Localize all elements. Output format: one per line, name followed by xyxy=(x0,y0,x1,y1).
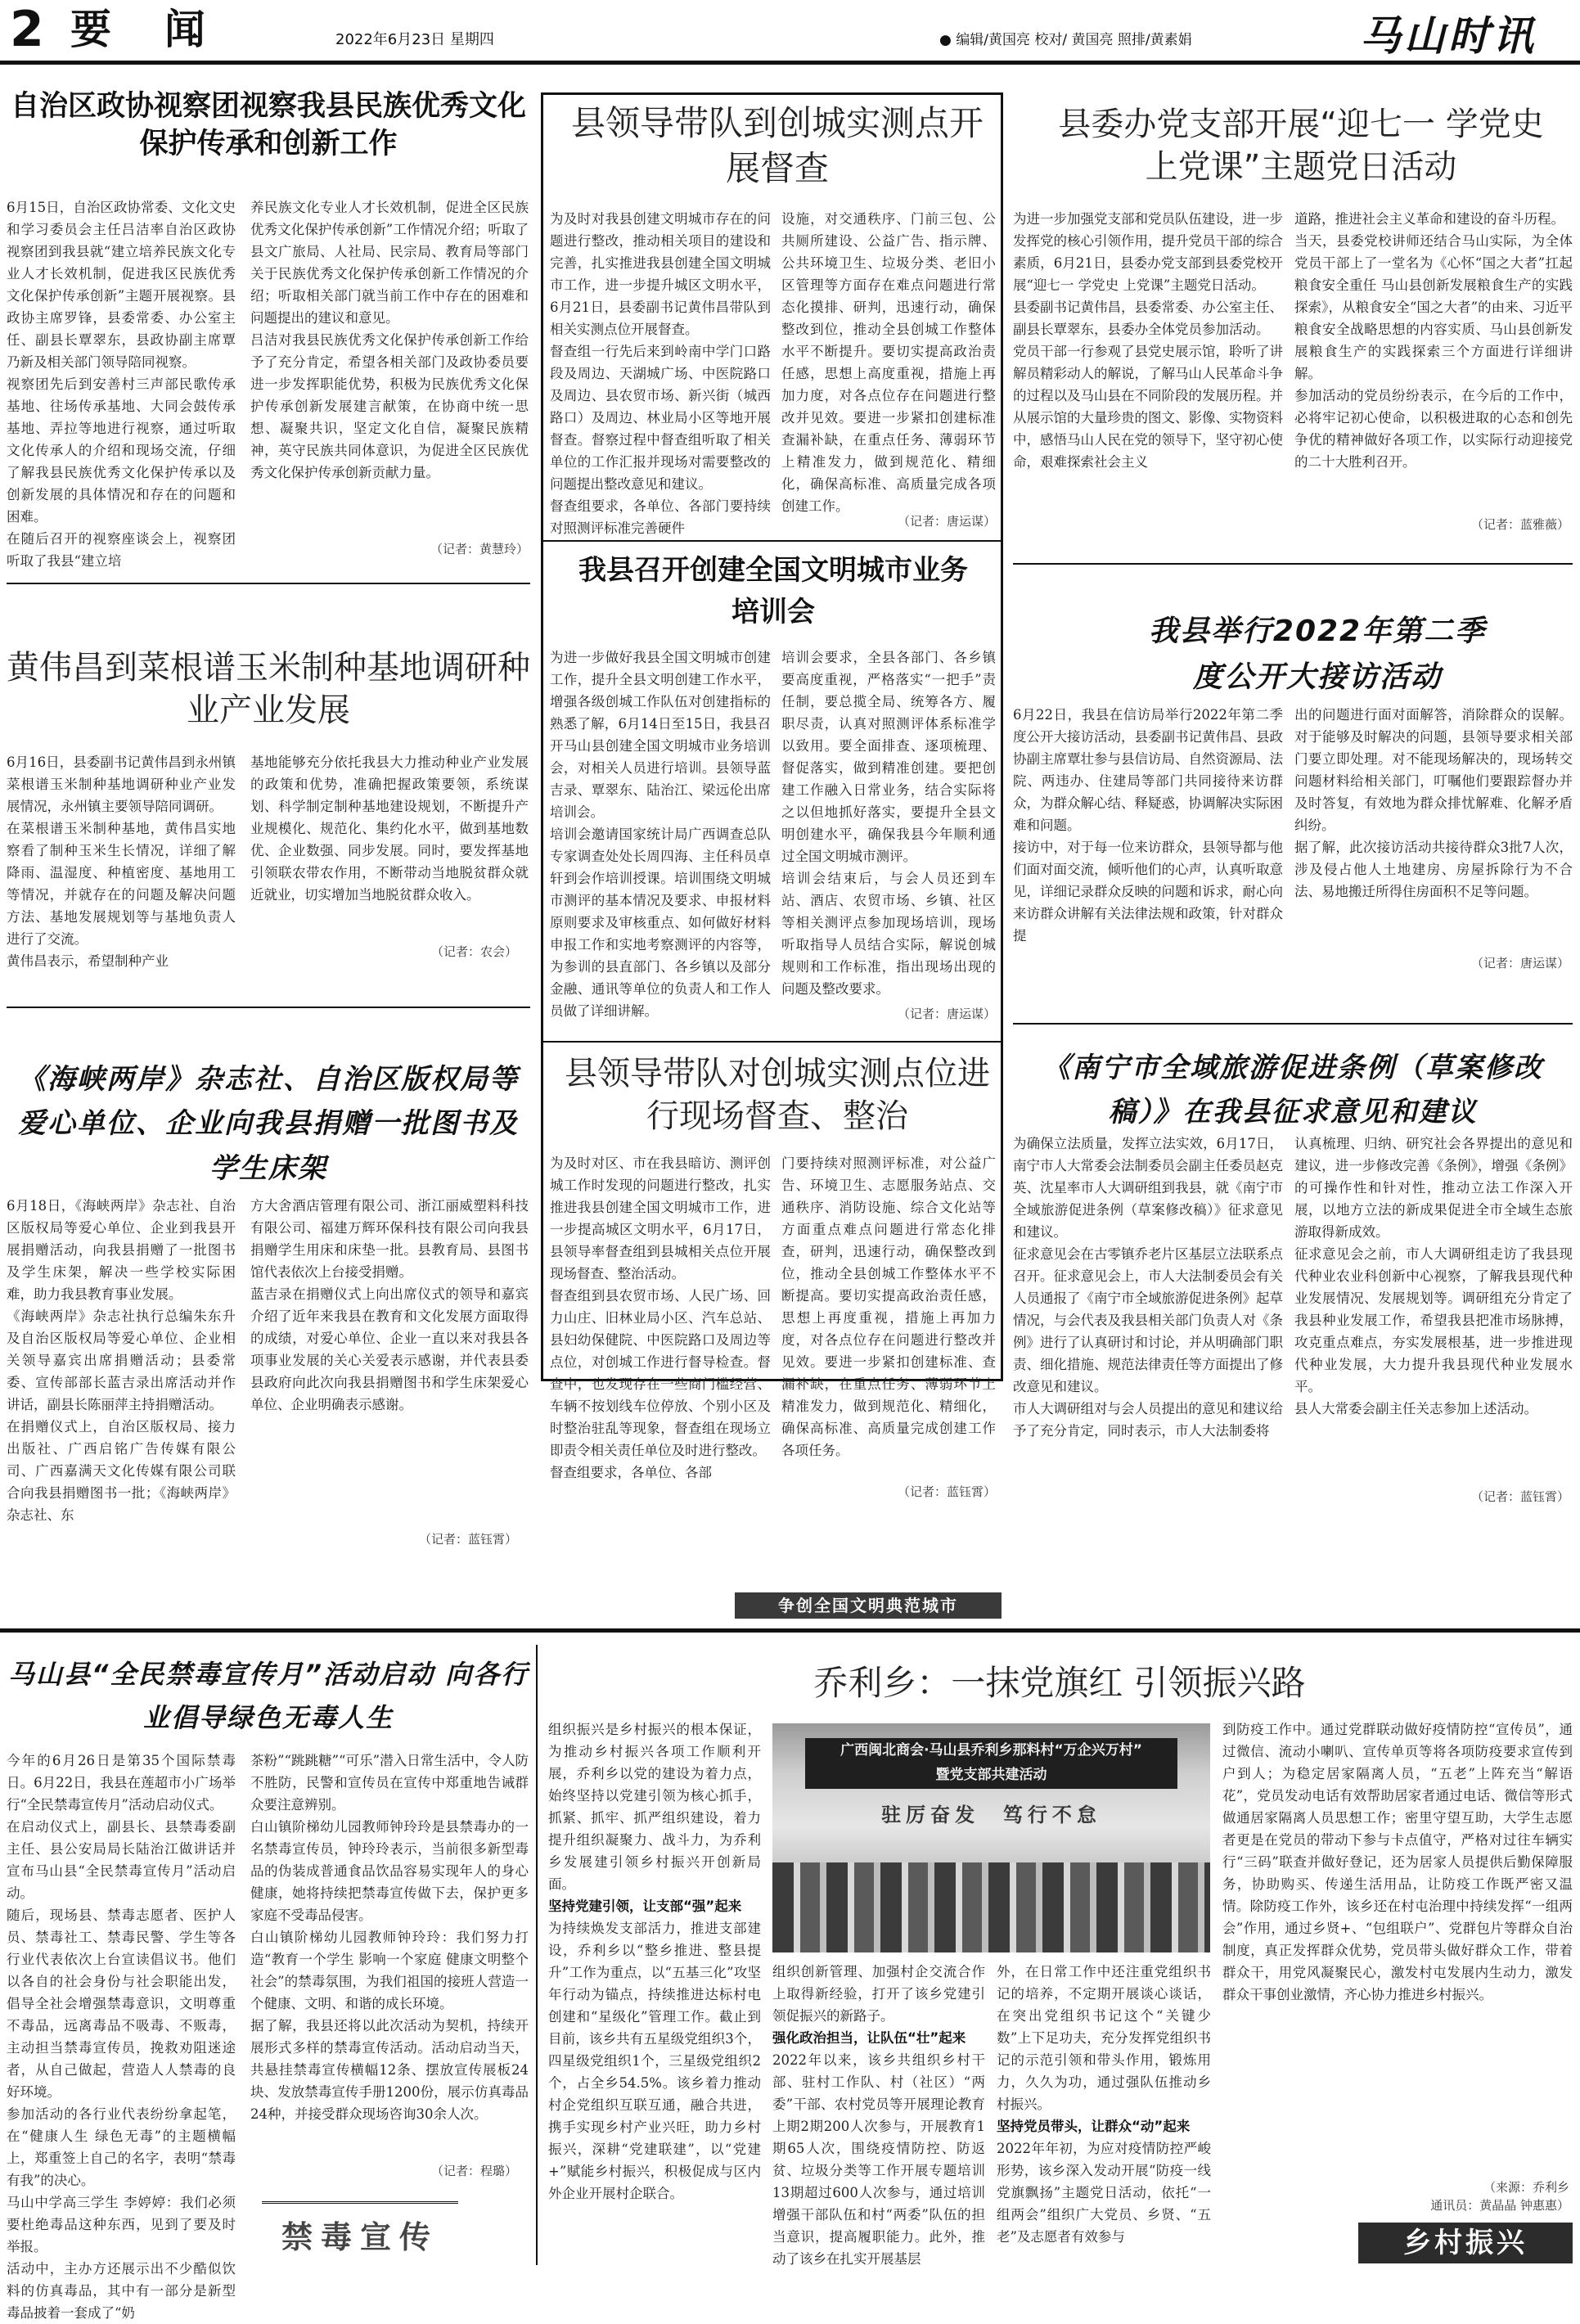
section-divider xyxy=(543,1041,1002,1043)
section-divider xyxy=(7,583,530,584)
article-headline: 我县召开创建全国文明城市业务培训会 xyxy=(578,554,968,628)
wall-slogan: 驻厉奋发 笃行不怠 xyxy=(881,1804,1101,1826)
article-headline: 黄伟昌到菜根谱玉米制种基地调研种业产业发展 xyxy=(7,649,530,729)
column-divider xyxy=(536,1645,538,2265)
article-byline: （记者：唐运谋） xyxy=(897,514,996,529)
half-page-divider xyxy=(0,1628,1580,1633)
article-headline: 我县举行2022年第二季度公开大接访活动 xyxy=(1148,615,1487,694)
article-headline: 马山县“全民禁毒宣传月”活动启动 向各行业倡导绿色无毒人生 xyxy=(7,1659,529,1733)
article-subheading: 强化政治担当，让队伍“壮”起来 xyxy=(772,2030,966,2046)
article-headline: 《海峡两岸》杂志社、自治区版权局等爱心单位、企业向我县捐赠一批图书及学生床架 xyxy=(18,1063,519,1185)
people-group xyxy=(772,1862,1210,1952)
article-byline: （记者：唐运谋） xyxy=(1470,956,1569,971)
article-column: 出的问题进行面对面解答，消除群众的误解。对于能够及时解决的问题，县领导要求相关部门要立即处理。对不能现场解决的，现场转交问题材料给相关部门，叮嘱他们要跟踪督办并及时答复，有效地为群众排忧解难、化解矛盾纠纷。 据了解，此次接访活动共接待群众3批7人次，涉及侵占他人土地建房、房屋拆除行为不合法、易地搬迁所得住房面积不足等问题。 xyxy=(1294,707,1573,899)
article-column: 门要持续对照测评标准，对公益广告、环境卫生、志愿服务站点、交通秩序、消防设施、综合文化站等方面重点难点问题进行常态化排查，研判，迅速行动，确保整改到位，推动全县创城工作整体水平不断提高。要切实提高政治责任感，思想上再度重视，措施上再加力度，对各点位存在问题进行整改并见效。要进一步紧扣创建标准、查漏补缺，在重点任务、薄弱环节上精准发力，做到规范化、精细化，确保高标准、高质量完成创建工作各项任务。 xyxy=(781,1155,996,1458)
event-sign-line: 广西闽北商会·马山县乔利乡那料村“万企兴万村” xyxy=(840,1742,1142,1759)
article-byline: （记者：程璐） xyxy=(430,2164,517,2178)
article-byline: （记者：蓝钰霄） xyxy=(418,1532,517,1547)
article-column: 到防疫工作中。通过党群联动做好疫情防控“宣传员”，通过微信、流动小喇叭、宣传单页等将各项防疫要求宣传到户到人；为稳定居家隔离人员，“五老”上阵充当“解语花”，党员发动电话有效帮助居家者通过电话、微信等形式做通居家隔离人员思想工作；密里守望互助，大学生志愿者更是在党员的带动下参与卡点值守，严格对过往车辆实行“三码”联查并做好登记，还为居家人员提供后勤保障服务，协助购买、传递生活用品，让防疫工作既严密又温情。除防疫工作外，该乡还在村屯治理中持续发挥“一组两会”作用，通过乡贤+、“包组联户”、党群包片等群众自治制度，真正发挥群众优势，党员带头做好群众工作，带着群众干，用党风凝聚民心，激发村屯发展内生动力，激发群众干事创业激情，齐心协力推进乡村振兴。 xyxy=(1222,1722,1573,2002)
article-headline: 县委办党支部开展“迎七一 学党史 上党课”主题党日活动 xyxy=(1058,106,1544,186)
article-column: 今年的6月26日是第35个国际禁毒日。6月22日，我县在莲超市小广场举行“全民禁毒宣传月”活动启动仪式。 在启动仪式上，副县长、县禁毒委副主任、县公安局局长陆治江做讲话并宣布马山县“全民禁毒宣传月”活动启动。 随后，现场县、禁毒志愿者、医护人员、禁毒社工、禁毒民警、学生等各行业代表依次上台宣读倡议书。他们以各自的社会身份与社会职能出发，倡导全社会增强禁毒意识，文明尊重不毒品，远离毒品不吸毒、不贩毒，主动担当禁毒宣传员，挽救劝阻迷途者，从自己做起，营造人人禁毒的良好环境。 参加活动的各行业代表纷纷拿起笔，在“健康人生 绿色无毒”的主题横幅上，郑重签上自己的名字，表明“禁毒有我”的决心。 马山中学高三学生 李婷婷：我们必须要杜绝毒品这种东西，见到了要及时举报。 活动中，主办方还展示出不少酷似饮料的仿真毒品，其中有一部分是新型毒品披着一套成了“奶 xyxy=(7,1753,236,2321)
article-headline: 乔利乡：一抹党旗红 引领振兴路 xyxy=(813,1663,1306,1703)
article-column: 设施，对交通秩序、门前三包、公共厕所建设、公益广告、指示牌、公共环境卫生、垃圾分类、老旧小区管理等方面存在难点问题进行常态化摸排、研判，迅速行动，确保整改到位，推动全县创城工作整体水平不断提升。要切实提高政治责任感，思想上高度重视，措施上再加力度，对各点位存在问题进行整改并见效。要进一步紧扣创建标准查漏补缺，在重点任务、薄弱环节上精准发力，做到规范化、精细化，确保高标准、高质量完成各项创建工作。 xyxy=(781,211,996,514)
article-column: 为及时对区、市在我县暗访、测评创城工作时发现的问题进行整改，扎实推进我县创建全国文明城市工作，进一步提高城区文明水平，6月17日，县领导率督查组到县城相关点位开展现场督查、整治活动。 督查组到县农贸市场、人民广场、回力山庄、旧林业局小区、汽车总站、县妇幼保健院、中医院路口及周边等点位，对创城工作进行督导检查。督查中，也发现存在一些商门槛经营、车辆不按划线车位停放、个别小区及时整治驻乱等现象，督查组在现场立即责令相关责任单位及时进行整改。 督查组要求，各单位、各部 xyxy=(550,1155,771,1480)
article-paragraph: 2022年年初，为应对疫情防控严峻形势，该乡深入发动开展“防疫一线党旗飘扬”主题党日活动，依托“一组两会”组织广大党员、乡贤、“五老”及志愿者有效参与 xyxy=(997,2141,1211,2245)
article-byline: （记者：蓝钰霄） xyxy=(897,1484,996,1499)
article-column xyxy=(772,1961,985,2265)
anti-drug-banner xyxy=(262,2201,458,2265)
section-divider xyxy=(1013,1023,1573,1025)
article-paragraph: 组织创新管理、加强村企交流合作上取得新经验，打开了该乡党建引领促振兴的新路子。 xyxy=(772,1964,985,2024)
article-column: 基地能够充分依托我县大力推动种业产业发展的政策和优势，准确把握政策要领，系统谋划、科学制定制种基地建设规划，不断提升产业规模化、规范化、集约化水平，做到基地数优、企业数强、同步发展。同时，要发挥基地引领联农带农作用，不断带动当地脱贫群众就近就业，切实增加当地脱贫群众收入。 xyxy=(250,754,529,903)
issue-date: 2022年6月23日 星期四 xyxy=(335,31,494,48)
section-divider xyxy=(543,540,1002,542)
article-column: 6月16日，县委副书记黄伟昌到永州镇菜根谱玉米制种基地调研种业产业发展情况，永州镇主要领导陪同调研。 在菜根谱玉米制种基地，黄伟昌实地察看了制种玉米生长情况，详细了解降雨、温湿度、种植密度、基地用工等情况，并就存在的问题及解决问题方法、基地发展规划等与基地负责人进行了交流。 黄伟昌表示，希望制种产业 xyxy=(7,754,236,969)
article-byline: （来源：乔利乡 通讯员：黄晶晶 钟惠惠） xyxy=(1430,2180,1569,2213)
article-column: 6月15日，自治区政协常委、文化文史和学习委员会主任吕洁率自治区政协视察团到我县就“建立培养民族文化专业人才长效机制，促进我区民族优秀文化保护传承创新”主题开展视察。县政协主席罗锋，县委常委、办公室主任、副县长覃翠东，县政协副主席覃乃新及相关部门领导陪同视察。 视察团先后到安善村三声部民歌传承基地、往场传承基地、大同会鼓传承基地、弄拉等地进行视察，通过听取文化传承人的介绍和现场交流，仔细了解我县民族优秀文化保护传承以及创新发展的具体情况和存在的问题和困难。 在随后召开的视察座谈会上，视察团听取了我县“建立培 xyxy=(7,200,236,569)
masthead-rule xyxy=(0,61,1580,65)
section-name: 要 闻 xyxy=(70,6,214,53)
event-sign xyxy=(805,1738,1177,1789)
event-sign-line: 暨党支部共建活动 xyxy=(935,1767,1047,1783)
article-headline: 《南宁市全域旅游促进条例（草案修改稿）》在我县征求意见和建议 xyxy=(1042,1052,1543,1129)
news-photo xyxy=(772,1723,1210,1952)
article-column: 为进一步做好我县全国文明城市创建工作，提升全县文明创建工作水平，增强各级创城工作队伍对创建指标的熟悉了解，6月14日至15日，我县召开马山县创建全国文明城市业务培训会，对相关人员进行培训。县领导蓝吉录、覃翠东、陆治江、梁远伦出席培训会。 培训会邀请国家统计局广西调查总队专家调查处处长周四海、主任科员卓轩到会作培训授课。培训围绕文明城市测评的基本情况及要求、申报材料原则要求及审核重点、如何做好材料申报工作和实地考察测评的内容等，为参训的县直部门、各乡镇以及部分金融、通讯等单位的负责人和工作人员做了详细讲解。 xyxy=(550,650,771,1019)
article-byline: （记者：蓝钰霄） xyxy=(1470,1489,1569,1504)
article-column: 为进一步加强党支部和党员队伍建设，进一步发挥党的核心引领作用，提升党员干部的综合素质，6月21日，县委办党支部到县委党校开展“迎七一 学党史 上党课”主题党日活动。 县委副书记黄伟昌，县委常委、办公室主任、副县长覃翠东，县委办全体党员参加活动。 党员干部一行参观了县党史展示馆，聆听了讲解员精彩动人的解说，了解马山人民革命斗争的过程以及马山县在不同阶段的发展历程。并从展示馆的大量珍贵的图文、影像、实物资料中，感悟马山人民在党的领导下，坚守初心使命，艰难探索社会主义 xyxy=(1013,211,1283,470)
article-column xyxy=(997,1961,1211,2265)
anti-drug-banner-text: 禁毒宣传 xyxy=(281,2219,439,2255)
article-column: 方大舍酒店管理有限公司、浙江丽威塑料科技有限公司、福建万辉环保科技有限公司向我县捐赠学生用床和床垫一批。县教育局、县图书馆代表依次上台接受捐赠。 蓝吉录在捐赠仪式上向出席仪式的领导和嘉宾介绍了近年来我县在教育和文化发展方面取得的成绩，对爱心单位、企业一直以来对我县各项事业发展的关心关爱表示感谢，并代表县委县政府向此次向我县捐赠图书和学生床架爱心单位、企业明确表示感谢。 xyxy=(250,1198,529,1412)
article-column: 为确保立法质量，发挥立法实效，6月17日，南宁市人大常委会法制委员会副主任委员赵克英、沈星率市人大调研组到我县，就《南宁市全域旅游促进条例（草案修改稿）》征求意见和建议。 征求意见会在古零镇乔老片区基层立法联系点召开。征求意见会上，市人大法制委员会有关人员通报了《南宁市全域旅游促进条例》起草情况，与会代表及我县相关部门负责人对《条例》进行了认真研讨和讨论，并从明确部门职责、细化措施、规范法律责任等方面提出了修改意见和建议。 市人大调研组对与会人员提出的意见和建议给予了充分肯定，同时表示，市人大法制委将 xyxy=(1013,1136,1283,1439)
article-column: 为及时对我县创建文明城市存在的问题进行整改，推动相关项目的建设和完善，扎实推进我县创建全国文明城市工作，进一步提升城区文明水平，6月21日，县委副书记黄伟昌带队到相关实测点位开展督查。 督查组一行先后来到岭南中学门口路段及周边、天湖城广场、中医院路口及周边、县农贸市场、新兴街（城西路口）及周边、林业局小区等地开展督查。督察过程中督查组听取了相关单位的工作汇报并现场对需要整改的问题提出整改意见和建议。 督查组要求，各单位、各部门要持续对照测评标准完善硬件 xyxy=(550,211,771,536)
article-headline: 县领导带队对创城实测点位进行现场督查、整治 xyxy=(565,1055,990,1135)
page-number: 2 xyxy=(10,1,44,58)
article-column: 养民族文化专业人才长效机制，促进全区民族优秀文化保护传承创新”工作情况介绍；听取了县文广旅局、人社局、民宗局、教育局等部门关于民族优秀文化保护传承创新工作情况的介绍；听取相关部门就当前工作中存在的困难和问题提出的建议和意见。 吕洁对我县民族优秀文化保护传承创新工作给予了充分肯定，希望各相关部门及政协委员要进一步发挥职能优势，积极为民族优秀文化保护传承创新发展建言献策，在协商中统一思想、凝聚共识，坚定文化自信，凝聚民族精神，英守民族共同体意识，为促进全区民族优秀文化保护传承创新贡献力量。 xyxy=(250,200,529,480)
article-byline: （记者：蓝雅薇） xyxy=(1470,517,1569,532)
article-column: 道路，推进社会主义革命和建设的奋斗历程。 当天，县委党校讲师还结合马山实际，为全体党员干部上了一堂名为《心怀“国之大者”扛起粮食安全重任 马山县创新发展粮食生产的实践探索》，从粮食安全“国之大者”的由来、习近平粮食安全战略思想的内容实质、马山县创新发展粮食生产的实践探索三个方面进行详细讲解。 参加活动的党员纷纷表示，在今后的工作中，必将牢记初心使命，以积极进取的心态和创先争优的精神做好各项工作，以实际行动迎接党的二十大胜利召开。 xyxy=(1294,211,1573,470)
article-paragraph: 2022年以来，该乡共组织乡村干部、驻村工作队、村（社区）“两委”干部、农村党员等开展理论教育上期2期200人次参与，开展教育1期65人次，围绕疫情防控、防返贫、垃圾分类等工作开展专题培训13期超过600人次参与，通过培训增强干部队伍和村“两委”队伍的担当意识，提高履职能力。此外，推动了该乡在扎实开展基层 xyxy=(772,2052,985,2267)
article-paragraph: 为持续焕发支部活力，推进支部建设，乔利乡以“整乡推进、整县提升”工作为重点，以“五基三化”攻坚年行动为锚点，持续推进达标村电创建和“星级化”管理工作。截止到目前，该乡共有五星级党组织3个，四星级党组织1个，三星级党组织2个，占全乡54.5%。该乡着力推动村企党组织互联互通，融合共进，携手实现乡村产业兴旺，助力乡村振兴，深耕“党建联建”，以“党建+”赋能乡村振兴，积极促成与区内外企业开展村企联合。 xyxy=(548,1921,761,2201)
article-column: 培训会要求，全县各部门、各乡镇要高度重视，严格落实“一把手”责任制，要总揽全局、统筹各方、履职尽责，认真对照测评体系标准学以致用。要全面排查、逐项梳理、督促落实，做到精准创建。要把创建工作融入日常业务，结合实际将之以但地抓好落实，要提升全县文明创建水平，确保我县今年顺利通过全国文明城市测评。 培训会结束后，与会人员还到车站、酒店、农贸市场、乡镇、社区等相关测评点参加现场培训，现场听取指导人员结合实际，解说创城规则和工作标准，指出现场出现的问题及整改要求。 xyxy=(781,650,996,997)
rural-revitalization-banner: 乡村振兴 xyxy=(1358,2223,1573,2263)
campaign-banner: 争创全国文明典范城市 xyxy=(735,1592,1002,1619)
newspaper-logo: 马山时讯 xyxy=(1360,11,1537,60)
article-headline: 自治区政协视察团视察我县民族优秀文化保护传承和创新工作 xyxy=(10,90,526,160)
article-column: 6月18日，《海峡两岸》杂志社、自治区版权局等爱心单位、企业到我县开展捐赠活动，向我县捐赠了一批图书及学生床架，解决一些学校实际困难，助力我县教育事业发展。 《海峡两岸》杂志社执行总编朱东升及自治区版权局等爱心单位、企业相关领导嘉宾出席捐赠活动；县委常委、宣传部部长蓝吉录出席活动并作讲话，副县长陈丽萍主持捐赠活动。 在捐赠仪式上，自治区版权局、接力出版社、广西启铭广告传媒有限公司、广西嘉满天文化传媒有限公司联合向我县捐赠图书一批；《海峡两岸》杂志社、东 xyxy=(7,1198,236,1523)
article-subheading: 坚持党员带头，让群众“动”起来 xyxy=(997,2119,1191,2134)
section-divider xyxy=(1013,563,1573,565)
article-column: 6月22日，我县在信访局举行2022年第二季度公开大接访活动，县委副书记黄伟昌、县政协副主席覃壮参与县信访局、自然资源局、法院、两违办、住建局等部门共同接待来访群众，为群众解心结、释疑惑，协调解决实际困难和问题。 接访中，对于每一位来访群众，县领导都与他们面对面交流，倾听他们的心声，认真听取意见，详细记录群众反映的问题和诉求，耐心向来访群众讲解有关法律法规和政策，针对群众提 xyxy=(1013,707,1283,944)
article-column: 认真梳理、归纳、研究社会各界提出的意见和建议，进一步修改完善《条例》，增强《条例》的可操作性和针对性，推动立法工作深入开展，以地方立法的新成果促进全市全域生态旅游取得新成效。 征求意见会之前，市人大调研组走访了我县现代种业农业科创新中心视察，了解我县现代种业发展情况、发展规划等。调研组充分肯定了我县种业发展工作，希望我县把准市场脉搏，攻克重点难点，夯实发展根基，进一步推进现代种业发展，大力提升我县现代种业发展水平。 县人大常委会副主任关志参加上述活动。 xyxy=(1294,1136,1573,1416)
article-byline: （记者：农会） xyxy=(430,944,517,959)
article-column xyxy=(548,1718,761,2265)
article-byline: （记者：黄慧玲） xyxy=(430,542,529,556)
editor-credits-text: 编辑/黄国亮 校对/ 黄国亮 照排/黄素娟 xyxy=(956,32,1192,48)
article-subheading: 坚持党建引领，让支部“强”起来 xyxy=(548,1898,742,1914)
bullet-icon: ● xyxy=(939,32,957,48)
article-headline: 县领导带队到创城实测点开展督查 xyxy=(570,103,984,188)
editor-credits xyxy=(939,28,1192,48)
article-paragraph: 外，在日常工作中还注重党组织书记的培养，不定期开展谈心谈话，在突出党组织书记这个“关键少数”上下足功夫，充分发挥党组织书记的示范引领和带头作用，锻炼用力，久久为功，通过强队伍推动乡村振兴。 xyxy=(997,1964,1211,2112)
article-column: 茶粉”“跳跳糖”“可乐”潜入日常生活中，令人防不胜防，民警和宣传员在宣传中郑重地告诫群众要注意辨别。 白山镇阶梯幼儿园教师钟玲玲是县禁毒办的一名禁毒宣传员，钟玲玲表示，当前很多新型毒品的伪装成普通食品饮品容易实现年人的身心健康，她将持续把禁毒宣传做下去，保护更多家庭不受毒品侵害。 白山镇阶梯幼儿园教师钟玲玲：我们努力打造“教育一个学生 影响一个家庭 健康文明整个社会”的禁毒氛围，为我们祖国的接班人营造一个健康、文明、和谐的成长环境。 据了解，我县还将以此次活动为契机，持续开展形式多样的禁毒宣传活动。活动启动当天，共悬挂禁毒宣传横幅12条、摆放宣传展板24块、发放禁毒宣传手册1200份，展示仿真毒品24种，并接受群众现场咨询30余人次。 xyxy=(250,1753,529,2122)
section-divider xyxy=(7,1007,530,1008)
article-byline: （记者：唐运谋） xyxy=(897,1007,996,1021)
article-paragraph: 组织振兴是乡村振兴的根本保证，为推动乡村振兴各项工作顺利开展，乔利乡以党的建设为着力点，始终坚持以党建引领为核心抓手，抓紧、抓牢、抓严组织建设，着力提升组织凝聚力、战斗力，为乔利乡发展建引领乡村振兴开创新局面。 xyxy=(548,1722,761,1892)
